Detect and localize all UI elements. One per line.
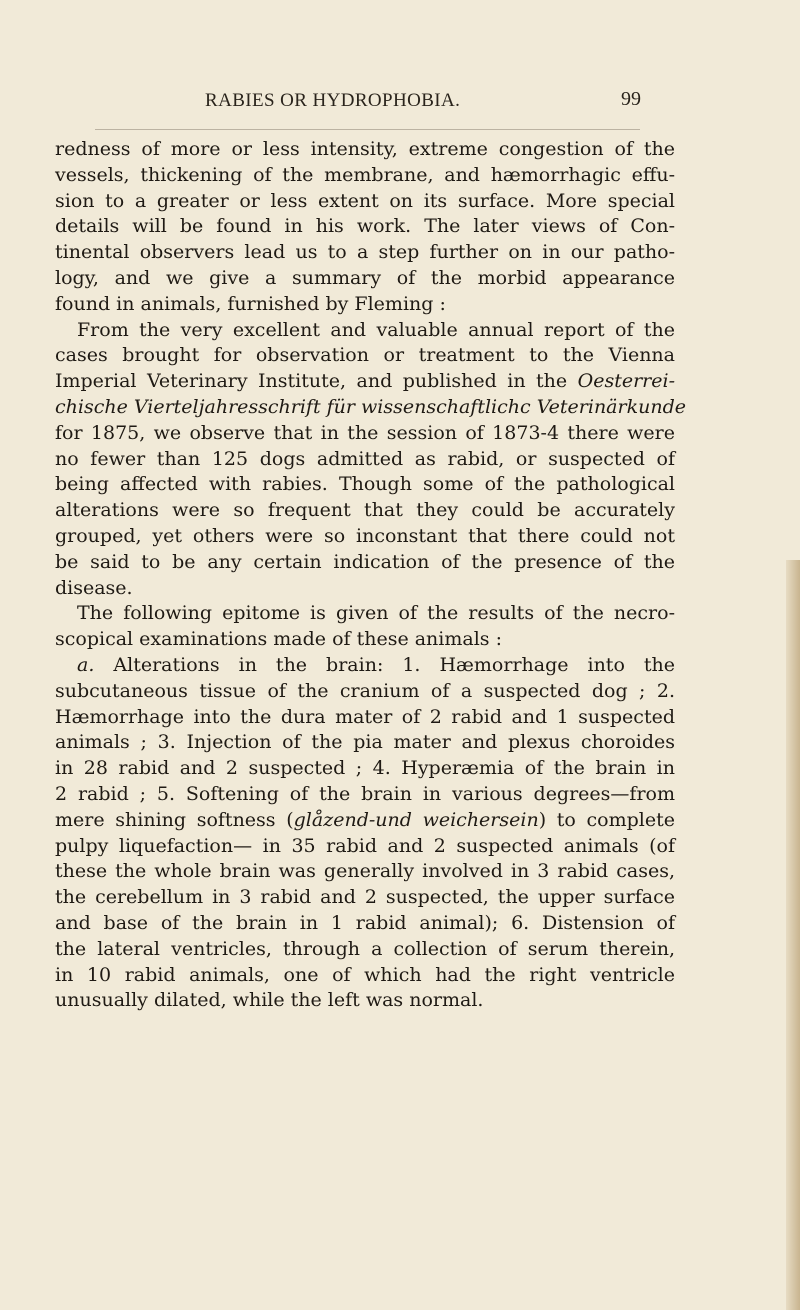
italic-title: Oesterrei- [577, 370, 675, 393]
text-line: these the whole brain was generally involved in 3 rabid cases, [55, 860, 675, 883]
text-line: From the very excellent and valuable annual report of the [77, 318, 675, 341]
text-line: unusually dilated, while the left was normal. [55, 989, 484, 1012]
page-edge-shadow [786, 560, 800, 1310]
body-text [55, 137, 686, 1014]
text-line: no fewer than 125 dogs admitted as rabid, or suspected of [55, 447, 675, 470]
text-line: found in animals, furnished by Fleming : [55, 292, 446, 315]
text-line: the cerebellum in 3 rabid and 2 suspected, the upper surface [55, 886, 675, 909]
text-line: subcutaneous tissue of the cranium of a suspected dog ; 2. [55, 679, 675, 702]
header-rule [95, 129, 640, 130]
text-line: scopical examinations made of these animals : [55, 628, 502, 651]
text-line: in 10 rabid animals, one of which had the right ventricle [55, 963, 675, 986]
text-segment: Alterations in the brain: 1. Hæmorrhage into the [113, 653, 676, 676]
text-line: Hæmorrhage into the dura mater of 2 rabid and 1 suspected [55, 705, 675, 728]
text-segment: Imperial Veterinary Institute, and published in the [55, 370, 568, 393]
italic-phrase: glåzend-und weichersein [293, 808, 539, 831]
text-line: 2 rabid ; 5. Softening of the brain in various degrees—from [55, 782, 675, 805]
text-line: logy, and we give a summary of the morbid appearance [55, 266, 675, 289]
text-line [55, 808, 675, 834]
list-marker: a. [77, 653, 95, 676]
text-line: animals ; 3. Injection of the pia mater and plexus choroides [55, 731, 675, 754]
text-line: be said to be any certain indication of the presence of the [55, 550, 675, 573]
text-line: and base of the brain in 1 rabid animal); 6. Distension of [55, 911, 675, 934]
text-line: cases brought for observation or treatment to the Vienna [55, 344, 675, 367]
text-line [55, 369, 675, 395]
text-line: vessels, thickening of the membrane, and hæmorrhagic effu- [55, 163, 675, 186]
text-segment: ) to complete [538, 808, 675, 831]
text-segment: mere shining softness ( [55, 808, 294, 831]
text-line: for 1875, we observe that in the session of 1873-4 there were [55, 421, 675, 444]
text-line: The following epitome is given of the results of the necro- [77, 602, 675, 625]
text-line: details will be found in his work. The later views of Con- [55, 215, 675, 238]
text-line: redness of more or less intensity, extreme congestion of the [55, 138, 675, 160]
text-line: alterations were so frequent that they could be accurately [55, 499, 675, 522]
text-line: in 28 rabid and 2 suspected ; 4. Hyperæmia of the brain in [55, 757, 675, 780]
text-line: chische Vierteljahresschrift für wissenschaftlichc Veterinärkunde [55, 395, 686, 418]
text-line: being affected with rabies. Though some of the pathological [55, 473, 675, 496]
text-line: sion to a greater or less extent on its surface. More special [55, 189, 675, 212]
text-line: disease. [55, 576, 133, 599]
text-line [55, 653, 675, 679]
page-number: 99 [621, 88, 641, 110]
text-line: grouped, yet others were so inconstant that there could not [55, 524, 675, 547]
text-line: tinental observers lead us to a step further on in our patho- [55, 241, 675, 264]
text-line: pulpy liquefaction— in 35 rabid and 2 suspected animals (of [55, 834, 675, 857]
running-head [0, 86, 800, 116]
text-line: the lateral ventricles, through a collection of serum therein, [55, 937, 675, 960]
running-title: RABIES OR HYDROPHOBIA. [205, 90, 461, 111]
